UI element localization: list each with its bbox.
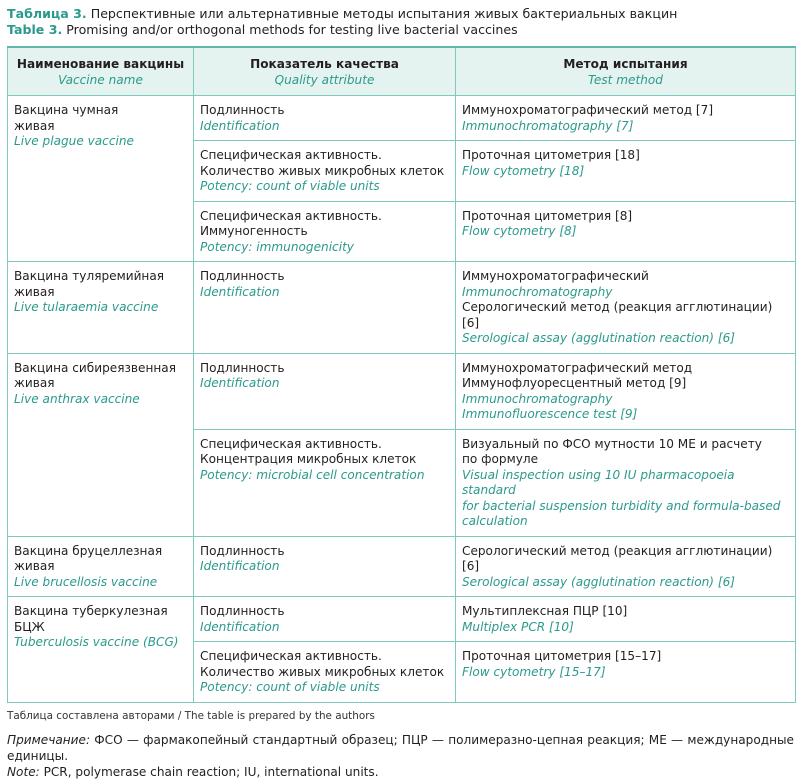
table-header-row: [8, 47, 796, 96]
method-cell: Визуальный по ФСО мутности 10 МЕ и расчету по формуле Visual inspection using 10 IU pharmacopoeia standard for bacterial suspension turbidity and formula-based calculation: [456, 429, 796, 536]
note-en-text: PCR, polymerase chain reaction; IU, international units.: [43, 764, 379, 779]
table-row: [8, 262, 796, 354]
vaccine-cell: Вакцина бруцеллезная живая Live brucellosis vaccine: [8, 536, 194, 597]
table-source-footnote: Таблица составлена авторами / The table is prepared by the authors: [7, 709, 375, 722]
table-row: [8, 597, 796, 642]
quality-cell: Подлинность Identification: [194, 353, 456, 429]
note-ru-label: Примечание:: [7, 732, 91, 747]
quality-cell: Подлинность Identification: [194, 536, 456, 597]
vaccine-cell: Вакцина чумная живая Live plague vaccine: [8, 96, 194, 262]
note-ru-text: ФСО — фармакопейный стандартный образец; ПЦР — полимеразно-цепная реакция; МЕ — международные единицы.: [7, 732, 794, 763]
vaccine-methods-table: [7, 46, 796, 703]
vaccine-cell: Вакцина туляремийная живая Live tularaemia vaccine: [8, 262, 194, 354]
quality-cell: Специфическая активность. Количество живых микробных клеток Potency: count of viable units: [194, 141, 456, 202]
method-cell: Проточная цитометрия [15–17] Flow cytometry [15–17]: [456, 642, 796, 703]
header-test-method: Метод испытания Test method: [456, 47, 796, 96]
note-ru: [7, 732, 794, 780]
quality-cell: Подлинность Identification: [194, 96, 456, 141]
method-cell: Проточная цитометрия [8] Flow cytometry [8]: [456, 201, 796, 262]
quality-cell: Специфическая активность. Иммуногенность Potency: immunogenicity: [194, 201, 456, 262]
table-title-ru: [7, 6, 794, 22]
method-cell: Проточная цитометрия [18] Flow cytometry [18]: [456, 141, 796, 202]
quality-cell: Подлинность Identification: [194, 597, 456, 642]
table-label-en: Table 3.: [7, 22, 63, 37]
method-cell: Мультиплексная ПЦР [10] Multiplex PCR [10]: [456, 597, 796, 642]
header-quality-attribute: Показатель качества Quality attribute: [194, 47, 456, 96]
table-title-en: [7, 22, 794, 38]
table-row: [8, 96, 796, 141]
table-caption-en: Promising and/or orthogonal methods for testing live bacterial vaccines: [66, 22, 518, 37]
method-cell: Иммунохроматографический метод [7] Immunochromatography [7]: [456, 96, 796, 141]
table-row: [8, 536, 796, 597]
quality-cell: Подлинность Identification: [194, 262, 456, 354]
vaccine-cell: Вакцина туберкулезная БЦЖ Tuberculosis vaccine (BCG): [8, 597, 194, 703]
note-en-label: Note:: [7, 764, 40, 779]
quality-cell: Специфическая активность. Концентрация микробных клеток Potency: microbial cell concentration: [194, 429, 456, 536]
method-cell: Серологический метод (реакция агглютинации) [6] Serological assay (agglutination reaction) [6]: [456, 536, 796, 597]
method-cell: Иммунохроматографический метод Иммунофлуоресцентный метод [9] Immunochromatography Immunofluorescence test [9]: [456, 353, 796, 429]
table-caption-ru: Перспективные или альтернативные методы испытания живых бактериальных вакцин: [90, 6, 678, 21]
header-vaccine-name: Наименование вакцины Vaccine name: [8, 47, 194, 96]
table-row: [8, 353, 796, 429]
vaccine-cell: Вакцина сибиреязвенная живая Live anthrax vaccine: [8, 353, 194, 536]
method-cell: Иммунохроматографический Immunochromatography Серологический метод (реакция агглютинации) [6] Serological assay (agglutination reaction) [6]: [456, 262, 796, 354]
quality-cell: Специфическая активность. Количество живых микробных клеток Potency: count of viable units: [194, 642, 456, 703]
table-label-ru: Таблица 3.: [7, 6, 87, 21]
